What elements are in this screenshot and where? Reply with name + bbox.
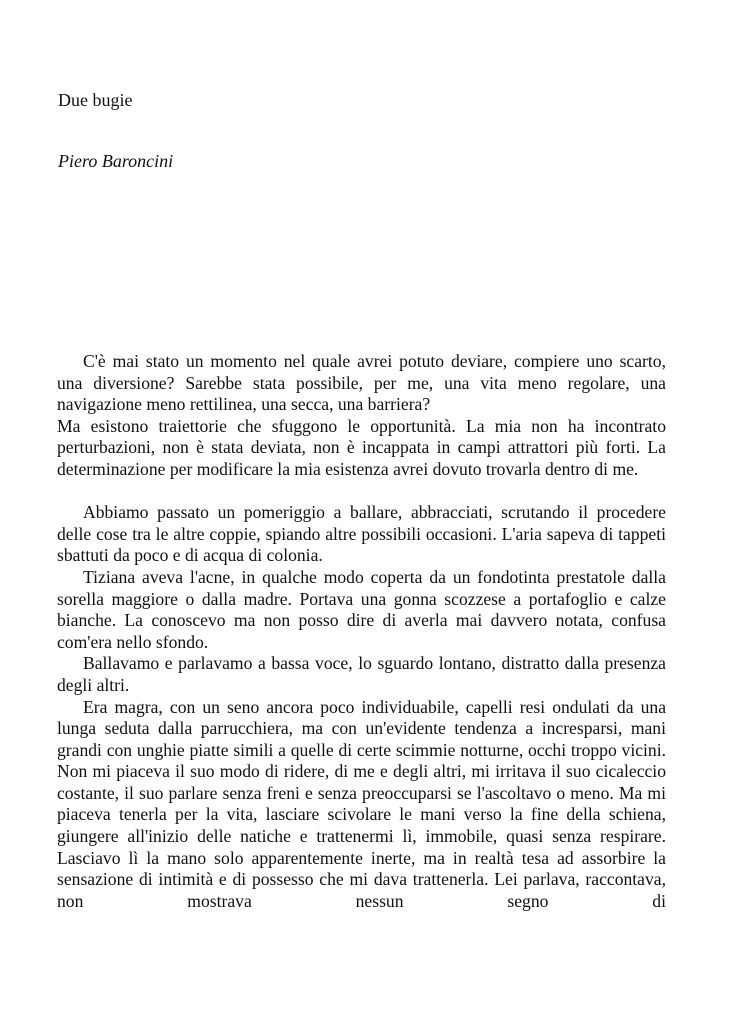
paragraph-2: Ma esistono traiettorie che sfuggono le opportunità. La mia non ha incontrato perturbazioni, non è stata deviata, non è incappata in campi attrattori più forti. La determinazione per modificare la mia esistenza avrei dovuto trovarla dentro di me. (57, 415, 666, 479)
document-author: Piero Baroncini (58, 151, 174, 171)
paragraph-5: Ballavamo e parlavamo a bassa voce, lo sguardo lontano, distratto dalla presenza degli altri. (57, 653, 666, 695)
paragraph-3: Abbiamo passato un pomeriggio a ballare, abbracciati, scrutando il procedere delle cose tra le altre coppie, spiando altre possibili occasioni. L'aria sapeva di tappeti sbattuti da poco e di acqua di colonia. (57, 502, 666, 566)
paragraph-6: Era magra, con un seno ancora poco individuabile, capelli resi ondulati da una lunga seduta dalla parrucchiera, ma con un'evidente tendenza a incresparsi, mani grandi con unghie piatte simili a quelle di certe scimmie notturne, occhi troppo vicini. Non mi piaceva il suo modo di ridere, di me e degli altri, mi irritava il suo cicaleccio costante, il suo parlare senza freni e senza preoccuparsi se l'ascoltavo o meno. Ma mi piaceva tenerla per la vita, lasciare scivolare le mani verso la fine della schiena, giungere all'inizio delle natiche e trattenermi lì, immobile, quasi senza respirare. Lasciavo lì la mano solo apparentemente inerte, ma in realtà tesa ad assorbire la sensazione di intimità e di possesso che mi dava trattenerla. Lei parlava, raccontava, non mostrava nessun segno di (57, 696, 666, 911)
paragraph-1: C'è mai stato un momento nel quale avrei potuto deviare, compiere uno scarto, una diversione? Sarebbe stata possibile, per me, una vita meno regolare, una navigazione meno rettilinea, una secca, una barriera? (57, 351, 666, 415)
paragraph-4: Tiziana aveva l'acne, in qualche modo coperta da un fondotinta prestatole dalla sorella maggiore o dalla madre. Portava una gonna scozzese a portafoglio e calze bianche. La conoscevo ma non posso dire di averla mai davvero notata, confusa com'era nello sfondo. (57, 566, 666, 652)
document-title: Due bugie (58, 90, 133, 110)
document-body (57, 351, 666, 912)
